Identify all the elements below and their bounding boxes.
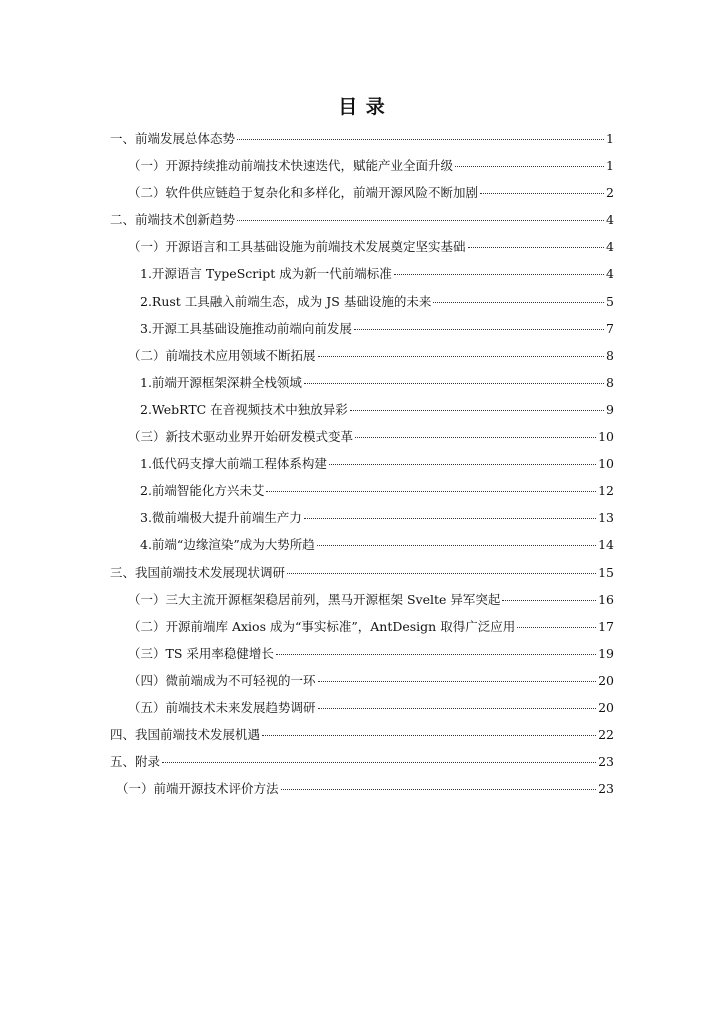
dot-leader	[281, 789, 597, 790]
toc-entry[interactable]	[110, 236, 614, 263]
dot-leader	[266, 491, 596, 492]
dot-leader	[287, 573, 596, 574]
page-title: 目 录	[338, 96, 386, 118]
toc-entry[interactable]	[110, 345, 614, 372]
toc-entry[interactable]	[110, 372, 614, 399]
toc-entry-label: （四）微前端成为不可轻视的一环	[128, 672, 316, 688]
toc-entry-label: 2.前端智能化方兴未艾	[140, 483, 265, 499]
toc-entry[interactable]	[110, 318, 614, 345]
toc-entry-label: （一）开源持续推动前端技术快速迭代，赋能产业全面升级	[128, 158, 454, 174]
toc-entry-page-number: 19	[598, 645, 614, 661]
toc-entry-page-number: 8	[606, 374, 614, 390]
toc-entry[interactable]	[110, 155, 614, 182]
toc-entry-page-number: 12	[598, 483, 614, 499]
toc-entry-page-number: 9	[606, 401, 614, 417]
toc-entry-page-number: 23	[598, 781, 614, 797]
toc-entry[interactable]	[110, 182, 614, 209]
toc-entry-page-number: 17	[598, 618, 614, 634]
toc-entry[interactable]	[110, 751, 614, 778]
toc-entry[interactable]	[110, 128, 614, 155]
toc-entry-label: 1.开源语言 TypeScript 成为新一代前端标准	[140, 266, 392, 282]
toc-entry[interactable]	[110, 453, 614, 480]
toc-entry[interactable]	[110, 778, 614, 805]
toc-entry-page-number: 10	[598, 429, 614, 445]
toc-entry-page-number: 20	[598, 672, 614, 688]
dot-leader	[237, 139, 604, 140]
toc-entry-label: 三、我国前端技术发展现状调研	[110, 564, 286, 580]
toc-entry-page-number: 1	[606, 131, 614, 146]
toc-entry-label: （一）开源语言和工具基础设施为前端技术发展奠定坚实基础	[128, 239, 466, 255]
toc-entry[interactable]	[110, 534, 614, 561]
toc-entry-label: （一）三大主流开源框架稳居前列，黑马开源框架 Svelte 异军突起	[128, 591, 501, 607]
dot-leader	[502, 600, 596, 601]
dot-leader	[304, 518, 596, 519]
dot-leader	[162, 762, 596, 763]
toc-entry-label: 2.Rust 工具融入前端生态，成为 JS 基础设施的未来	[140, 293, 432, 309]
dot-leader	[354, 329, 604, 330]
dot-leader	[455, 166, 604, 167]
toc-entry[interactable]	[110, 616, 614, 643]
dot-leader	[318, 356, 605, 357]
dot-leader	[329, 464, 596, 465]
dot-leader	[394, 274, 604, 275]
toc-entry-label: 四、我国前端技术发展机遇	[110, 727, 261, 743]
toc-entry-label: 一、前端发展总体态势	[110, 131, 236, 146]
dot-leader	[350, 410, 604, 411]
toc-entry-page-number: 15	[598, 564, 614, 580]
toc-entry-label: 1.低代码支撑大前端工程体系构建	[140, 456, 327, 472]
toc-entry[interactable]	[110, 209, 614, 236]
toc-entry[interactable]	[110, 724, 614, 751]
toc-entry[interactable]	[110, 263, 614, 290]
toc-entry[interactable]	[110, 643, 614, 670]
toc-entry[interactable]	[110, 399, 614, 426]
dot-leader	[433, 302, 604, 303]
toc-entry-label: 3.开源工具基础设施推动前端向前发展	[140, 320, 352, 336]
dot-leader	[355, 437, 596, 438]
toc-entry-page-number: 20	[598, 699, 614, 715]
toc-entry-label: （一）前端开源技术评价方法	[116, 781, 279, 797]
dot-leader	[318, 708, 597, 709]
toc-entry[interactable]	[110, 426, 614, 453]
toc-entry[interactable]	[110, 562, 614, 589]
toc-entry-page-number: 4	[606, 212, 614, 228]
toc-entry-page-number: 4	[606, 266, 614, 282]
dot-leader	[318, 681, 597, 682]
toc-entry-label: （二）开源前端库 Axios 成为“事实标准”，AntDesign 取得广泛应用	[128, 618, 516, 634]
toc-entry-label: （五）前端技术未来发展趋势调研	[128, 699, 316, 715]
toc-entry-page-number: 8	[606, 347, 614, 363]
table-of-contents	[110, 128, 614, 805]
dot-leader	[276, 654, 596, 655]
toc-entry[interactable]	[110, 697, 614, 724]
toc-entry-page-number: 23	[598, 754, 614, 770]
dot-leader	[517, 627, 596, 628]
toc-entry-label: 2.WebRTC 在音视频技术中独放异彩	[140, 401, 348, 417]
toc-entry-page-number: 22	[598, 727, 614, 743]
toc-entry-page-number: 1	[606, 158, 614, 174]
toc-entry[interactable]	[110, 480, 614, 507]
toc-entry[interactable]	[110, 670, 614, 697]
toc-entry[interactable]	[110, 291, 614, 318]
toc-entry-label: 4.前端“边缘渲染”成为大势所趋	[140, 537, 315, 553]
toc-entry-label: （二）前端技术应用领域不断拓展	[128, 347, 316, 363]
toc-entry-page-number: 4	[606, 239, 614, 255]
toc-entry-page-number: 16	[598, 591, 614, 607]
dot-leader	[468, 247, 605, 248]
toc-entry-label: 1.前端开源框架深耕全栈领域	[140, 374, 302, 390]
toc-entry-label: （三）TS 采用率稳健增长	[128, 645, 274, 661]
toc-entry-label: 3.微前端极大提升前端生产力	[140, 510, 302, 526]
toc-entry-page-number: 13	[598, 510, 614, 526]
toc-entry-page-number: 10	[598, 456, 614, 472]
toc-entry-page-number: 14	[598, 537, 614, 553]
dot-leader	[237, 220, 604, 221]
toc-entry-page-number: 7	[606, 320, 614, 336]
toc-entry[interactable]	[110, 589, 614, 616]
toc-entry-label: 五、附录	[110, 754, 161, 770]
toc-entry[interactable]	[110, 507, 614, 534]
dot-leader	[317, 545, 596, 546]
dot-leader	[262, 735, 596, 736]
toc-entry-page-number: 2	[606, 185, 614, 201]
dot-leader	[480, 193, 604, 194]
toc-entry-label: （二）软件供应链趋于复杂化和多样化，前端开源风险不断加剧	[128, 185, 479, 201]
dot-leader	[304, 383, 604, 384]
toc-entry-label: 二、前端技术创新趋势	[110, 212, 236, 228]
toc-entry-page-number: 5	[606, 293, 614, 309]
toc-entry-label: （三）新技术驱动业界开始研发模式变革	[128, 429, 354, 445]
